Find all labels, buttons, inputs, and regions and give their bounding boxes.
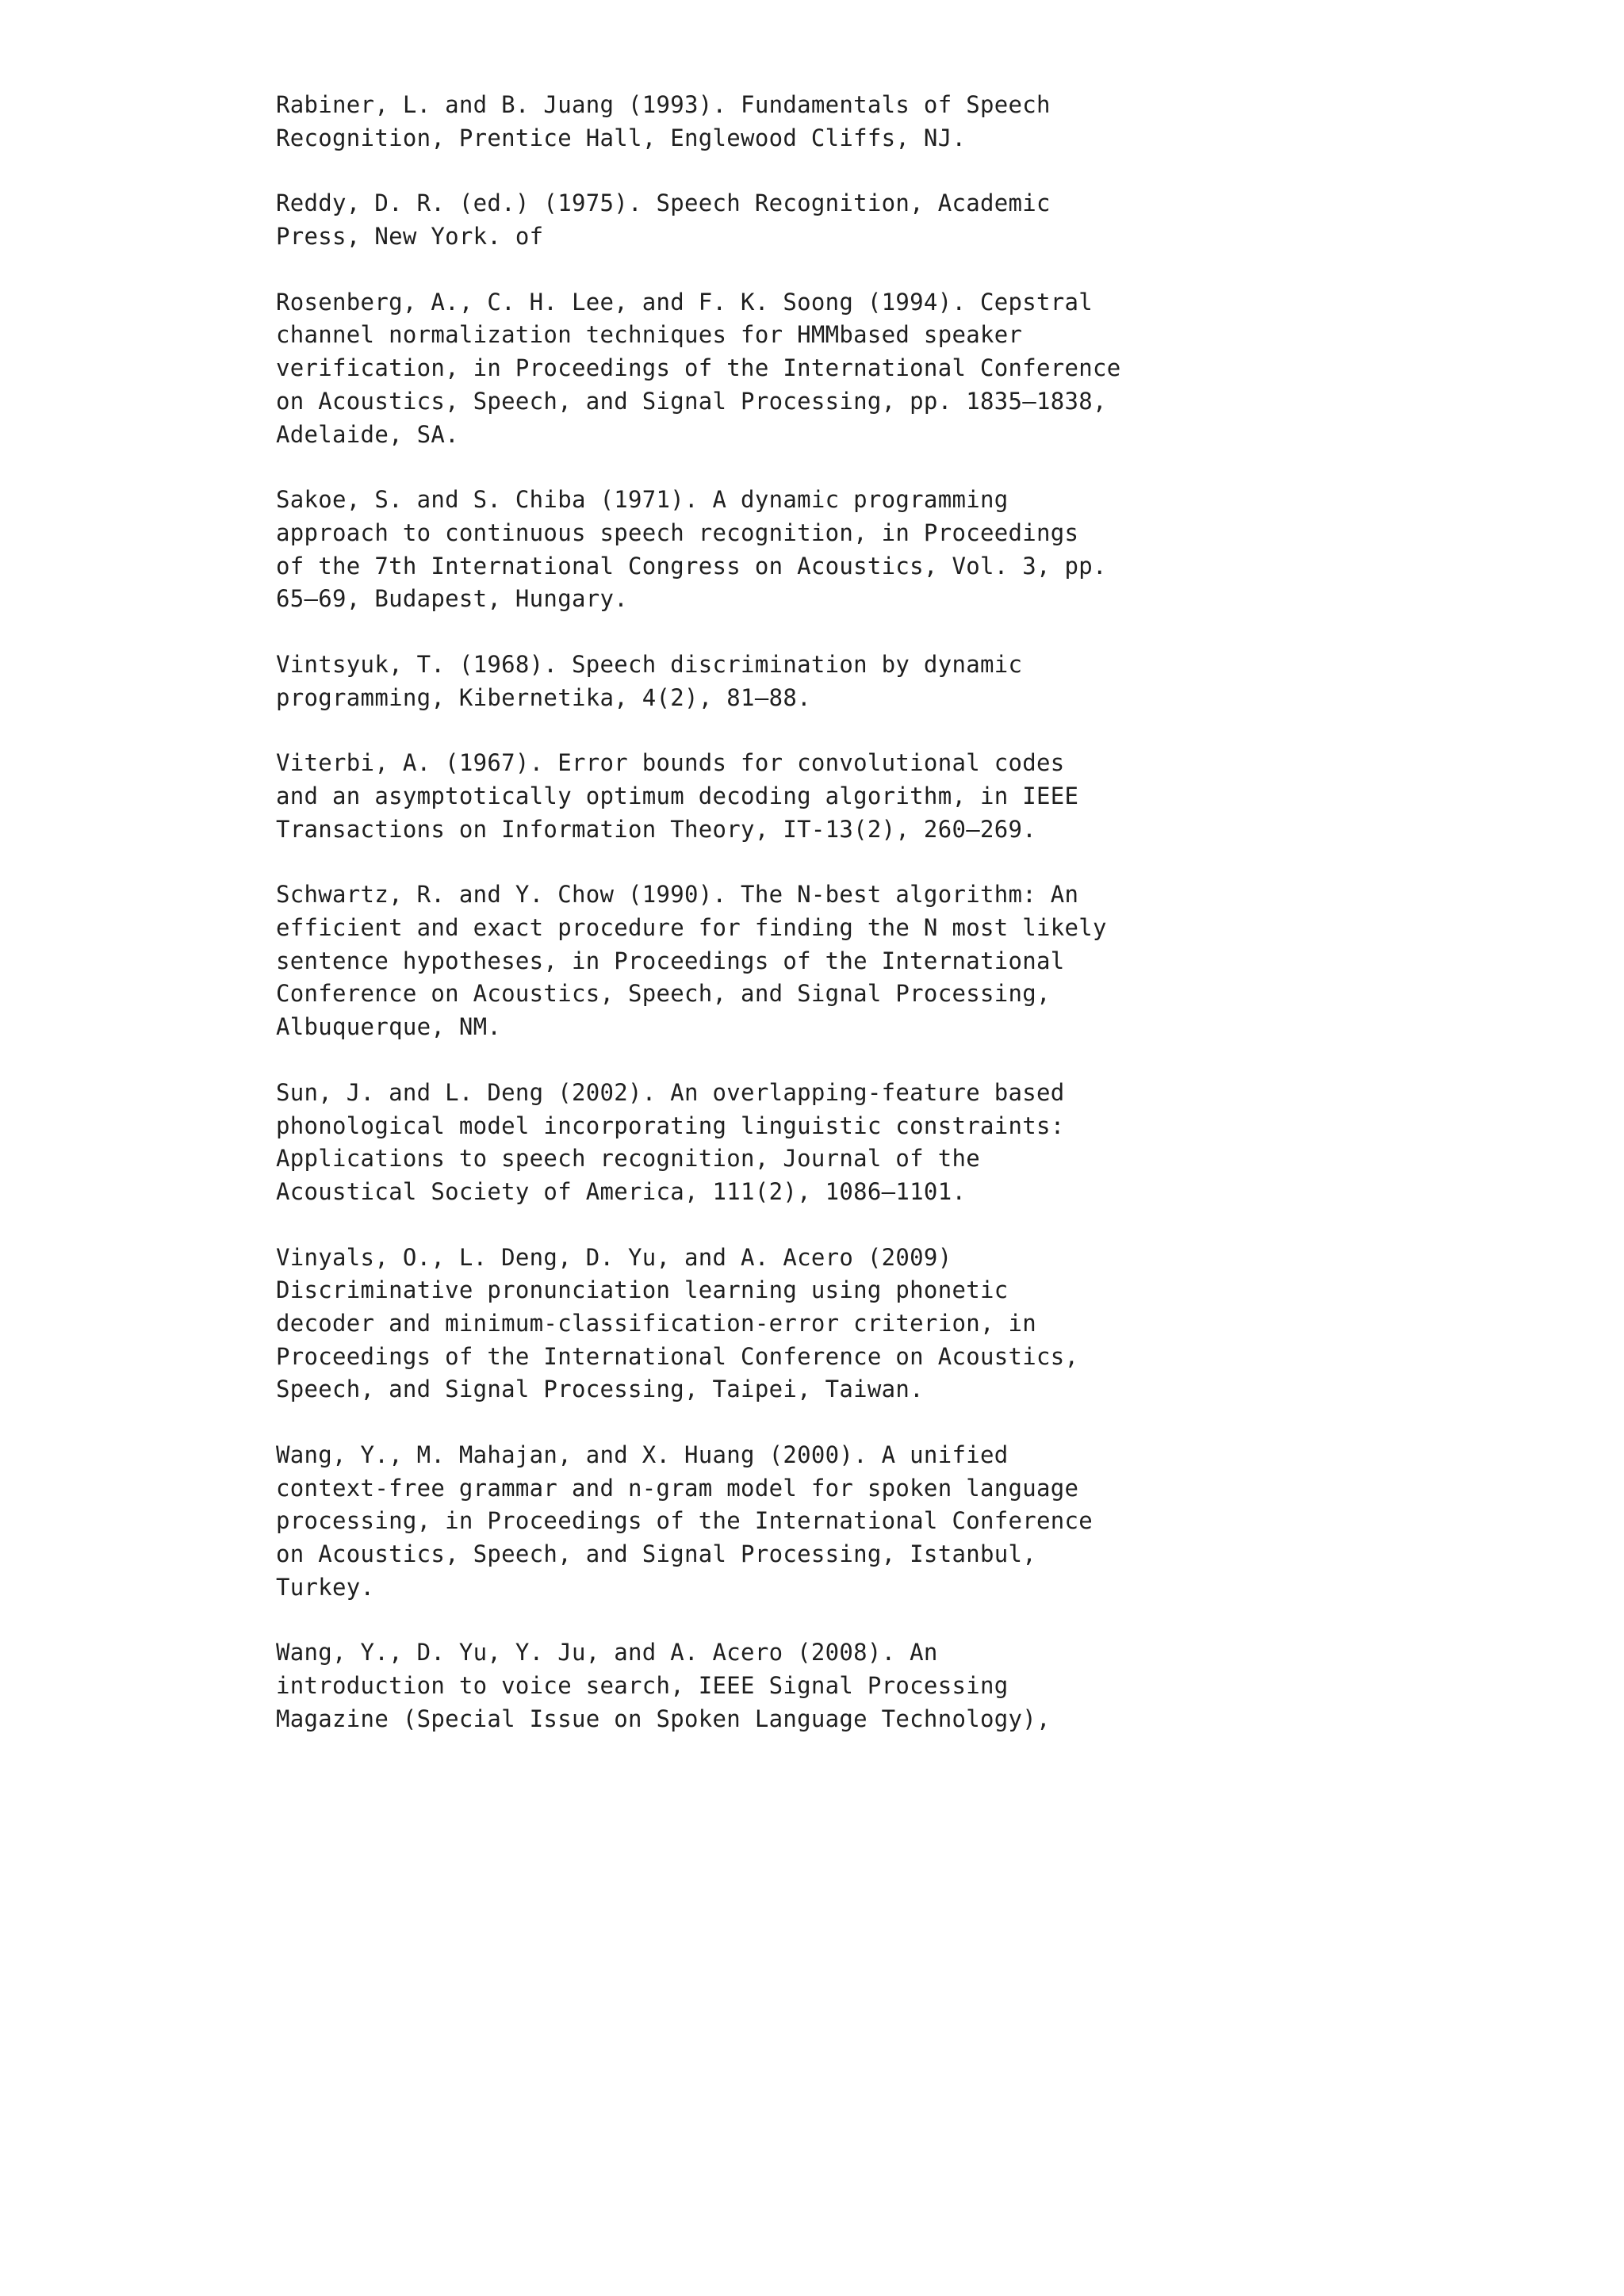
reference-line: introduction to voice search, IEEE Signal Processing	[276, 1672, 1009, 1700]
reference-line: Wang, Y., D. Yu, Y. Ju, and A. Acero (2008). An	[276, 1639, 938, 1667]
reference-line: Reddy, D. R. (ed.) (1975). Speech Recognition, Academic	[276, 189, 1051, 217]
reference-line: context-free grammar and n-gram model for spoken language	[276, 1474, 1079, 1502]
reference-line: phonological model incorporating linguistic constraints:	[276, 1112, 1065, 1139]
reference-line: Adelaide, SA.	[276, 420, 459, 448]
reference-line: on Acoustics, Speech, and Signal Processing, Istanbul,	[276, 1540, 1037, 1568]
reference-line: Turkey.	[276, 1573, 375, 1601]
reference-line: processing, in Proceedings of the International Conference	[276, 1507, 1094, 1535]
reference-entry	[276, 1439, 1465, 1604]
reference-line: Speech, and Signal Processing, Taipei, Taiwan.	[276, 1376, 924, 1403]
reference-line: of the 7th International Congress on Acoustics, Vol. 3, pp.	[276, 552, 1107, 580]
reference-entry	[276, 1636, 1465, 1735]
reference-line: Sakoe, S. and S. Chiba (1971). A dynamic programming	[276, 486, 1009, 514]
reference-line: Vintsyuk, T. (1968). Speech discrimination by dynamic	[276, 650, 1023, 678]
reference-line: Transactions on Information Theory, IT-13(2), 260–269.	[276, 815, 1037, 843]
reference-entry	[276, 484, 1465, 616]
reference-line: Rabiner, L. and B. Juang (1993). Fundamentals of Speech	[276, 91, 1051, 118]
reference-entry	[276, 1242, 1465, 1406]
reference-line: Acoustical Society of America, 111(2), 1086–1101.	[276, 1177, 967, 1205]
reference-entry	[276, 878, 1465, 1043]
reference-line: 65–69, Budapest, Hungary.	[276, 585, 628, 613]
reference-line: approach to continuous speech recognition, in Proceedings	[276, 519, 1079, 546]
reference-line: efficient and exact procedure for finding the N most likely	[276, 914, 1107, 942]
reference-entry	[276, 649, 1465, 714]
reference-line: Applications to speech recognition, Journal of the	[276, 1145, 980, 1173]
reference-line: Rosenberg, A., C. H. Lee, and F. K. Soong (1994). Cepstral	[276, 288, 1094, 316]
reference-line: Sun, J. and L. Deng (2002). An overlapping-feature based	[276, 1078, 1065, 1106]
reference-entry	[276, 286, 1465, 451]
reference-line: verification, in Proceedings of the International Conference	[276, 354, 1121, 382]
reference-line: Viterbi, A. (1967). Error bounds for convolutional codes	[276, 749, 1065, 777]
reference-entry	[276, 747, 1465, 846]
reference-line: Albuquerque, NM.	[276, 1013, 502, 1041]
reference-line: Press, New York. of	[276, 223, 544, 251]
reference-line: programming, Kibernetika, 4(2), 81–88.	[276, 683, 811, 711]
reference-line: on Acoustics, Speech, and Signal Processing, pp. 1835–1838,	[276, 387, 1107, 415]
reference-entry	[276, 187, 1465, 253]
reference-line: Conference on Acoustics, Speech, and Signal Processing,	[276, 980, 1051, 1008]
reference-line: Vinyals, O., L. Deng, D. Yu, and A. Acero (2009)	[276, 1243, 952, 1271]
reference-line: Magazine (Special Issue on Spoken Language Technology),	[276, 1705, 1051, 1732]
reference-line: Recognition, Prentice Hall, Englewood Cliffs, NJ.	[276, 124, 967, 151]
reference-line: sentence hypotheses, in Proceedings of the International	[276, 947, 1065, 974]
reference-line: and an asymptotically optimum decoding algorithm, in IEEE	[276, 783, 1079, 809]
reference-line: Schwartz, R. and Y. Chow (1990). The N-best algorithm: An	[276, 881, 1079, 909]
reference-list	[276, 89, 1465, 1769]
reference-line: Proceedings of the International Conference on Acoustics,	[276, 1342, 1079, 1370]
reference-line: Discriminative pronunciation learning using phonetic	[276, 1276, 1009, 1304]
reference-entry	[276, 89, 1465, 155]
reference-line: Wang, Y., M. Mahajan, and X. Huang (2000). A unified	[276, 1441, 1009, 1468]
reference-line: channel normalization techniques for HMMbased speaker	[276, 321, 1023, 349]
reference-entry	[276, 1077, 1465, 1209]
reference-line: decoder and minimum-classification-error criterion, in	[276, 1309, 1037, 1337]
